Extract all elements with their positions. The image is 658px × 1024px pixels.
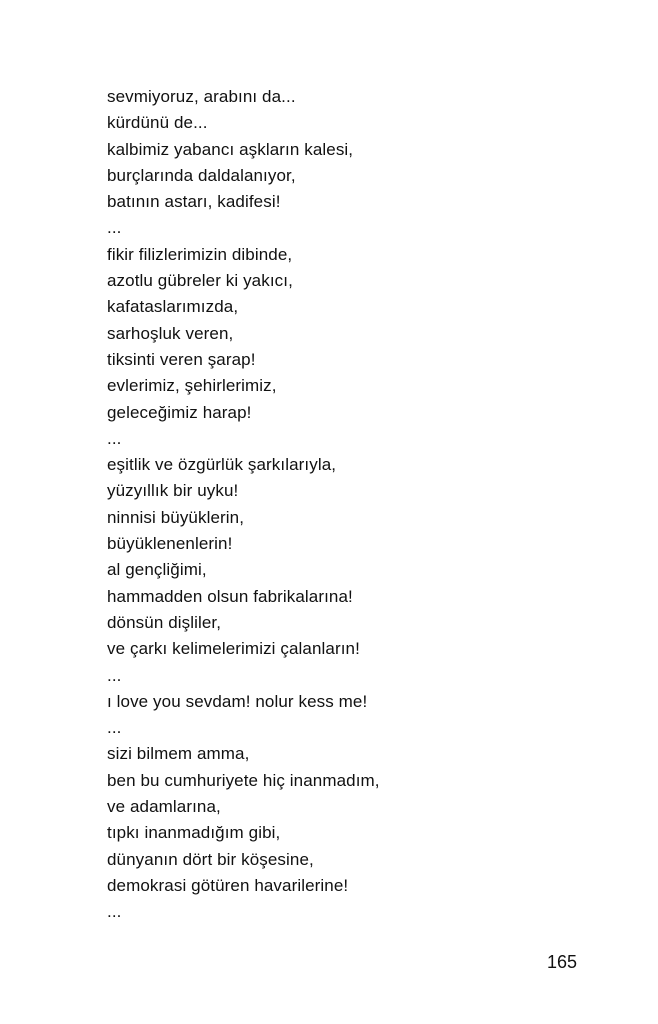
poem-line: ... xyxy=(107,902,122,922)
poem-line: sizi bilmem amma, xyxy=(107,744,250,764)
poem-line: dünyanın dört bir köşesine, xyxy=(107,849,314,869)
poem-line: dönsün dişliler, xyxy=(107,612,222,632)
poem-line: kafataslarımızda, xyxy=(107,297,239,317)
poem-line: ninnisi büyüklerin, xyxy=(107,507,245,527)
poem-line: ... xyxy=(107,718,122,738)
poem-line: fikir filizlerimizin dibinde, xyxy=(107,244,293,264)
page-number: 165 xyxy=(547,952,578,972)
poem-line: sarhoşluk veren, xyxy=(107,323,234,343)
poem-line: kalbimiz yabancı aşkların kalesi, xyxy=(107,139,354,159)
poem-line: evlerimiz, şehirlerimiz, xyxy=(107,376,277,396)
poem-line: kürdünü de... xyxy=(107,113,208,133)
poem-line: büyüklenenlerin! xyxy=(107,534,233,554)
poem-line: ... xyxy=(107,665,122,685)
poem-line: tıpkı inanmadığım gibi, xyxy=(107,823,281,843)
poem-line: yüzyıllık bir uyku! xyxy=(107,481,239,501)
poem-line: ve çarkı kelimelerimizi çalanların! xyxy=(107,639,360,659)
poem-line: ... xyxy=(107,428,122,448)
poem-line: demokrasi götüren havarilerine! xyxy=(107,875,349,895)
poem-line: hammadden olsun fabrikalarına! xyxy=(107,586,353,606)
poem-line: geleceğimiz harap! xyxy=(107,402,252,422)
poem-text xyxy=(107,84,587,926)
poem-line: sevmiyoruz, arabını da... xyxy=(107,87,296,106)
poem-line: al gençliğimi, xyxy=(107,560,207,580)
poem-line: eşitlik ve özgürlük şarkılarıyla, xyxy=(107,455,337,475)
poem-line: ı love you sevdam! nolur kess me! xyxy=(107,691,368,711)
poem-line: burçlarında daldalanıyor, xyxy=(107,165,296,185)
poem-line: ben bu cumhuriyete hiç inanmadım, xyxy=(107,770,380,790)
poem-line: azotlu gübreler ki yakıcı, xyxy=(107,271,293,291)
poem-line: ve adamlarına, xyxy=(107,797,221,817)
poem-line: ... xyxy=(107,218,122,238)
poem-line: batının astarı, kadifesi! xyxy=(107,192,281,212)
poem-line: tiksinti veren şarap! xyxy=(107,349,256,369)
